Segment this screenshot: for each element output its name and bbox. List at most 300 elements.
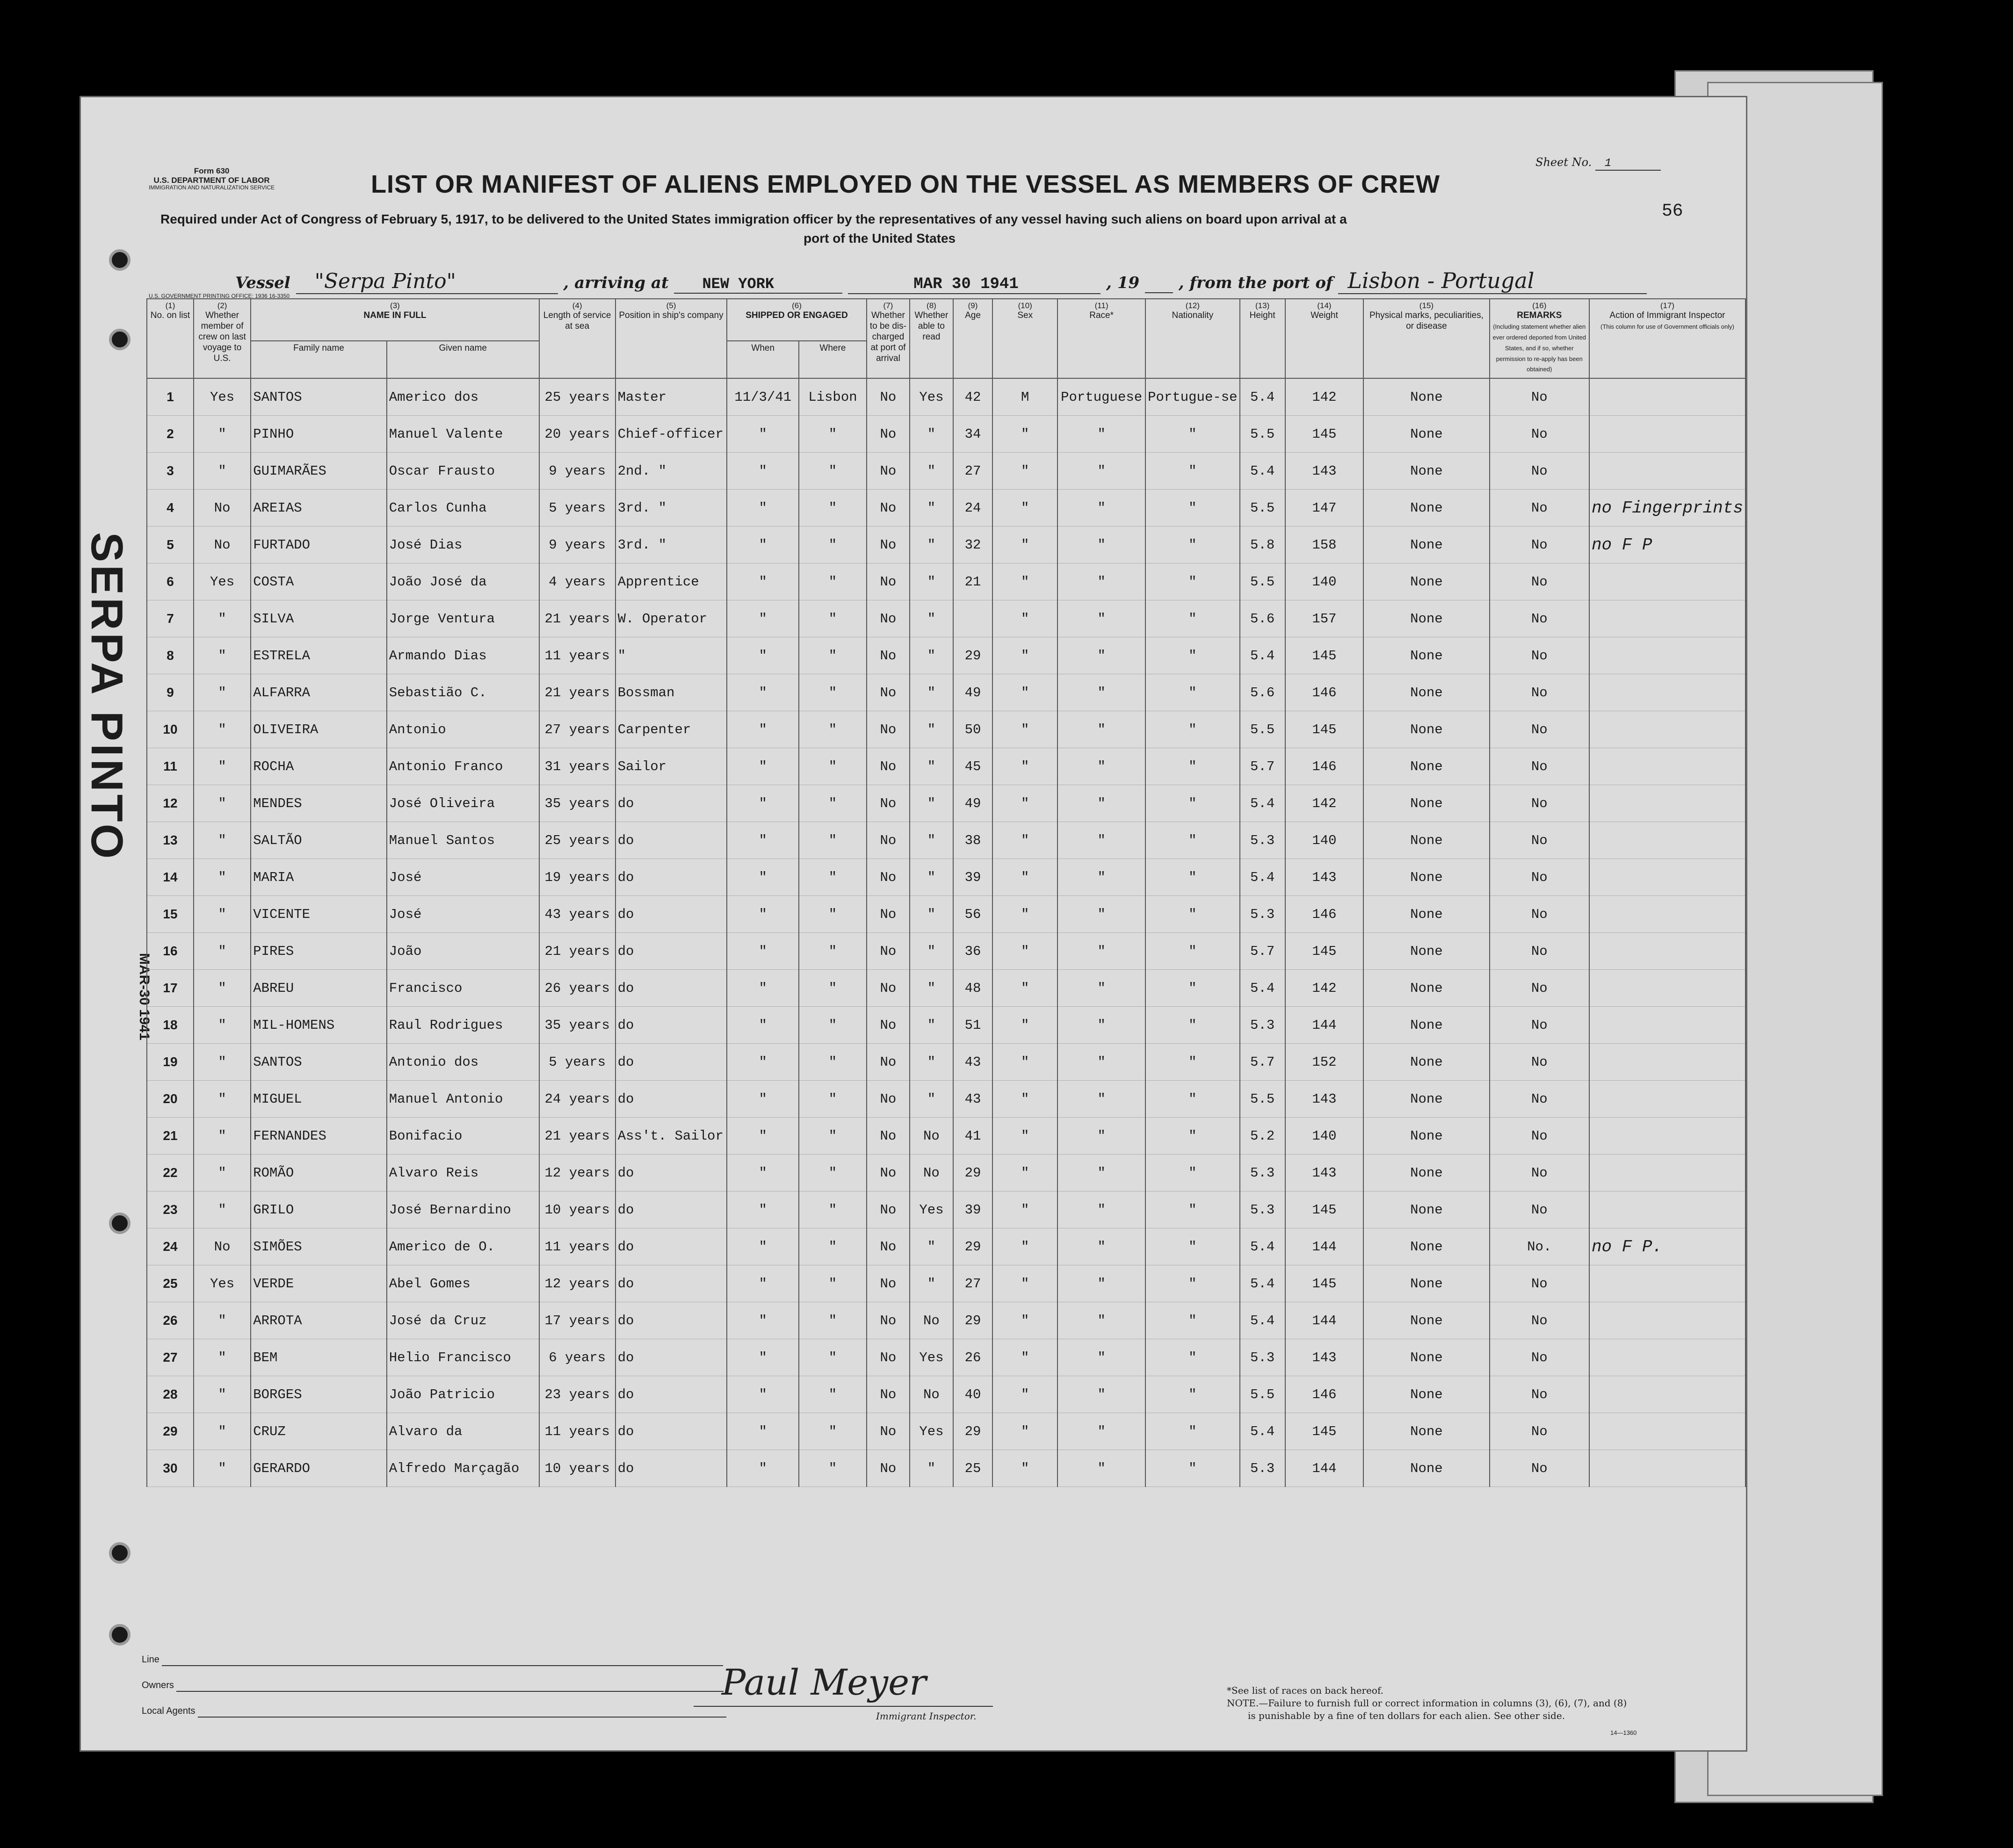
cell-race: " [1057, 1413, 1145, 1450]
cell-nationality: " [1145, 896, 1239, 933]
cell-remarks: No [1490, 637, 1589, 674]
cell-no-on-list: 21 [147, 1118, 194, 1155]
cell-last-voyage: " [194, 785, 251, 822]
cell-inspector-action [1589, 822, 1745, 859]
cell-nationality: " [1145, 859, 1239, 896]
crew-row [147, 1007, 1745, 1044]
crew-row [147, 1044, 1745, 1081]
cell-position: do [615, 822, 727, 859]
cell-age: 29 [953, 1155, 993, 1191]
cell-weight: 158 [1285, 527, 1364, 563]
cell-last-voyage: " [194, 1413, 251, 1450]
cell-sex: " [992, 453, 1057, 490]
cell-able-to-read: " [910, 600, 953, 637]
cell-age: 29 [953, 1413, 993, 1450]
cell-shipped-where: " [799, 859, 867, 896]
cell-no-on-list: 12 [147, 785, 194, 822]
cell-position: Master [615, 378, 727, 416]
cell-weight: 147 [1285, 490, 1364, 527]
cell-position: 3rd. " [615, 490, 727, 527]
cell-last-voyage: " [194, 1118, 251, 1155]
cell-given-name: Jorge Ventura [387, 600, 539, 637]
cell-height: 5.5 [1240, 711, 1285, 748]
cell-position: do [615, 1155, 727, 1191]
crew-row [147, 933, 1745, 970]
cell-able-to-read: " [910, 1081, 953, 1118]
cell-physical-marks: None [1363, 785, 1489, 822]
cell-sex: M [992, 378, 1057, 416]
cell-nationality: " [1145, 1228, 1239, 1265]
cell-height: 5.4 [1240, 453, 1285, 490]
punch-hole [109, 1624, 130, 1646]
punch-hole [109, 249, 130, 271]
cell-given-name: Abel Gomes [387, 1265, 539, 1302]
crew-row [147, 637, 1745, 674]
note-line-1: NOTE.—Failure to furnish full or correct information in columns (3), (6), (7), and (8) [1227, 1697, 1627, 1709]
cell-sex: " [992, 822, 1057, 859]
cell-age: 21 [953, 563, 993, 600]
cell-shipped-when: " [727, 748, 799, 785]
page-title: LIST OR MANIFEST OF ALIENS EMPLOYED ON THE VESSEL AS MEMBERS OF CREW [371, 170, 1441, 198]
cell-last-voyage: " [194, 1044, 251, 1081]
cell-length-of-service: 5 years [539, 490, 615, 527]
cell-given-name: Manuel Santos [387, 822, 539, 859]
cell-given-name: Raul Rodrigues [387, 1007, 539, 1044]
sheet-label: Sheet No. [1535, 156, 1592, 169]
cell-position: " [615, 637, 727, 674]
cell-shipped-when: " [727, 674, 799, 711]
cell-height: 5.7 [1240, 748, 1285, 785]
cell-physical-marks: None [1363, 970, 1489, 1007]
cell-discharged: No [867, 933, 910, 970]
cell-length-of-service: 21 years [539, 1118, 615, 1155]
note-races: *See list of races on back hereof. [1227, 1685, 1384, 1696]
cell-given-name: Alvaro da [387, 1413, 539, 1450]
cell-nationality: " [1145, 563, 1239, 600]
cell-physical-marks: None [1363, 1081, 1489, 1118]
cell-inspector-action [1589, 1191, 1745, 1228]
cell-no-on-list: 1 [147, 378, 194, 416]
cell-family-name: VICENTE [251, 896, 387, 933]
cell-no-on-list: 2 [147, 416, 194, 453]
cell-family-name: ARROTA [251, 1302, 387, 1339]
cell-shipped-where: " [799, 453, 867, 490]
cell-shipped-when: " [727, 1155, 799, 1191]
cell-sex: " [992, 748, 1057, 785]
crew-row [147, 1155, 1745, 1191]
cell-position: Chief-officer [615, 416, 727, 453]
crew-row [147, 1118, 1745, 1155]
cell-nationality: " [1145, 1118, 1239, 1155]
cell-race: " [1057, 1081, 1145, 1118]
cell-length-of-service: 12 years [539, 1265, 615, 1302]
cell-height: 5.4 [1240, 378, 1285, 416]
cell-shipped-where: " [799, 1118, 867, 1155]
cell-inspector-action [1589, 1339, 1745, 1376]
cell-sex: " [992, 527, 1057, 563]
cell-length-of-service: 19 years [539, 859, 615, 896]
cell-shipped-when: " [727, 1081, 799, 1118]
cell-able-to-read: " [910, 1228, 953, 1265]
cell-last-voyage: No [194, 490, 251, 527]
cell-shipped-where: " [799, 1265, 867, 1302]
cell-no-on-list: 30 [147, 1450, 194, 1487]
cell-no-on-list: 19 [147, 1044, 194, 1081]
cell-sex: " [992, 490, 1057, 527]
cell-discharged: No [867, 527, 910, 563]
cell-given-name: Sebastião C. [387, 674, 539, 711]
cell-weight: 146 [1285, 1376, 1364, 1413]
cell-position: do [615, 1413, 727, 1450]
cell-length-of-service: 10 years [539, 1450, 615, 1487]
cell-physical-marks: None [1363, 1265, 1489, 1302]
crew-rows [147, 378, 1745, 1487]
cell-able-to-read: " [910, 711, 953, 748]
cell-age: 34 [953, 416, 993, 453]
cell-shipped-when: " [727, 600, 799, 637]
cell-able-to-read: " [910, 1007, 953, 1044]
cell-sex: " [992, 1413, 1057, 1450]
cell-shipped-where: " [799, 1228, 867, 1265]
cell-physical-marks: None [1363, 637, 1489, 674]
cell-physical-marks: None [1363, 1007, 1489, 1044]
cell-position: do [615, 1339, 727, 1376]
cell-discharged: No [867, 1118, 910, 1155]
year-blank [1145, 274, 1173, 293]
cell-age: 49 [953, 785, 993, 822]
cell-weight: 143 [1285, 1081, 1364, 1118]
cell-discharged: No [867, 748, 910, 785]
col-name-header: (3) NAME IN FULL [251, 299, 539, 341]
cell-weight: 142 [1285, 378, 1364, 416]
cell-family-name: MIL-HOMENS [251, 1007, 387, 1044]
cell-able-to-read: " [910, 1265, 953, 1302]
cell-shipped-where: " [799, 822, 867, 859]
cell-physical-marks: None [1363, 711, 1489, 748]
cell-shipped-when: " [727, 527, 799, 563]
cell-length-of-service: 21 years [539, 933, 615, 970]
arriving-label: , arriving at [563, 274, 669, 292]
cell-length-of-service: 12 years [539, 1155, 615, 1191]
cell-no-on-list: 22 [147, 1155, 194, 1191]
cell-shipped-when: " [727, 1302, 799, 1339]
cell-sex: " [992, 1302, 1057, 1339]
cell-able-to-read: Yes [910, 1413, 953, 1450]
cell-weight: 143 [1285, 453, 1364, 490]
cell-race: " [1057, 674, 1145, 711]
cell-physical-marks: None [1363, 1302, 1489, 1339]
crew-row [147, 416, 1745, 453]
cell-position: 2nd. " [615, 453, 727, 490]
cell-length-of-service: 9 years [539, 453, 615, 490]
cell-race: " [1057, 1007, 1145, 1044]
cell-race: " [1057, 933, 1145, 970]
cell-family-name: FERNANDES [251, 1118, 387, 1155]
cell-no-on-list: 28 [147, 1376, 194, 1413]
cell-remarks: No [1490, 378, 1589, 416]
cell-shipped-when: " [727, 822, 799, 859]
cell-shipped-when: " [727, 453, 799, 490]
cell-family-name: SIMÕES [251, 1228, 387, 1265]
cell-race: " [1057, 1191, 1145, 1228]
cell-race: Portuguese [1057, 378, 1145, 416]
footer-line-label: Line [142, 1654, 159, 1665]
cell-sex: " [992, 1265, 1057, 1302]
cell-nationality: " [1145, 822, 1239, 859]
cell-family-name: MIGUEL [251, 1081, 387, 1118]
cell-able-to-read: " [910, 970, 953, 1007]
cell-inspector-action [1589, 933, 1745, 970]
cell-discharged: No [867, 1191, 910, 1228]
cell-able-to-read: Yes [910, 378, 953, 416]
cell-able-to-read: No [910, 1155, 953, 1191]
cell-given-name: João José da [387, 563, 539, 600]
cell-age: 25 [953, 1450, 993, 1487]
cell-given-name: José [387, 859, 539, 896]
cell-physical-marks: None [1363, 859, 1489, 896]
cell-last-voyage: " [194, 822, 251, 859]
cell-race: " [1057, 1302, 1145, 1339]
cell-weight: 144 [1285, 1007, 1364, 1044]
cell-inspector-action [1589, 970, 1745, 1007]
cell-sex: " [992, 637, 1057, 674]
cell-remarks: No [1490, 490, 1589, 527]
col-race-header: (11) Race* [1057, 299, 1145, 378]
cell-inspector-action [1589, 1044, 1745, 1081]
cell-weight: 145 [1285, 711, 1364, 748]
cell-discharged: No [867, 1228, 910, 1265]
cell-race: " [1057, 1339, 1145, 1376]
cell-discharged: No [867, 563, 910, 600]
cell-family-name: AREIAS [251, 490, 387, 527]
cell-position: do [615, 1081, 727, 1118]
cell-sex: " [992, 1228, 1057, 1265]
cell-position: do [615, 1265, 727, 1302]
cell-physical-marks: None [1363, 674, 1489, 711]
cell-height: 5.4 [1240, 859, 1285, 896]
cell-shipped-where: " [799, 1007, 867, 1044]
cell-nationality: " [1145, 674, 1239, 711]
cell-given-name: Francisco [387, 970, 539, 1007]
cell-length-of-service: 11 years [539, 1228, 615, 1265]
col-position-header: (5) Position in ship's company [615, 299, 727, 378]
cell-nationality: " [1145, 490, 1239, 527]
footer-agents-field [142, 1706, 726, 1718]
cell-height: 5.6 [1240, 674, 1285, 711]
cell-able-to-read: " [910, 1450, 953, 1487]
col-read-header: (8) Whether able to read [910, 299, 953, 378]
cell-position: do [615, 1044, 727, 1081]
cell-sex: " [992, 416, 1057, 453]
cell-position: do [615, 970, 727, 1007]
cell-last-voyage: " [194, 674, 251, 711]
cell-able-to-read: " [910, 785, 953, 822]
cell-remarks: No [1490, 1413, 1589, 1450]
cell-remarks: No [1490, 453, 1589, 490]
cell-length-of-service: 31 years [539, 748, 615, 785]
col-physical-marks-header: (15) Physical marks, peculiarities, or disease [1363, 299, 1489, 378]
cell-shipped-where: Lisbon [799, 378, 867, 416]
cell-no-on-list: 23 [147, 1191, 194, 1228]
cell-given-name: João [387, 933, 539, 970]
col-discharged-header: (7) Whether to be dis-charged at port of arrival [867, 299, 910, 378]
cell-nationality: " [1145, 1081, 1239, 1118]
cell-nationality: " [1145, 1450, 1239, 1487]
footer-owners-field [142, 1680, 724, 1692]
printing-office-line: U.S. GOVERNMENT PRINTING OFFICE: 1936 16-3350 [149, 293, 290, 299]
cell-last-voyage: " [194, 1007, 251, 1044]
cell-last-voyage: " [194, 1339, 251, 1376]
cell-family-name: MENDES [251, 785, 387, 822]
cell-height: 5.5 [1240, 1081, 1285, 1118]
cell-shipped-where: " [799, 1339, 867, 1376]
crew-row [147, 785, 1745, 822]
cell-height: 5.3 [1240, 1450, 1285, 1487]
cell-discharged: No [867, 1339, 910, 1376]
cell-height: 5.5 [1240, 490, 1285, 527]
cell-inspector-action [1589, 1413, 1745, 1450]
cell-nationality: " [1145, 1044, 1239, 1081]
col-action-header: (17) Action of Immigrant Inspector (This column for use of Government officials only) [1589, 299, 1745, 378]
cell-length-of-service: 35 years [539, 1007, 615, 1044]
footer-owners-label: Owners [142, 1680, 174, 1690]
form-department: U.S. DEPARTMENT OF LABOR [153, 175, 270, 185]
cell-length-of-service: 25 years [539, 822, 615, 859]
cell-discharged: No [867, 1081, 910, 1118]
cell-inspector-action [1589, 453, 1745, 490]
crew-row [147, 1339, 1745, 1376]
cell-position: do [615, 1007, 727, 1044]
cell-shipped-when: " [727, 933, 799, 970]
cell-remarks: No [1490, 1191, 1589, 1228]
cell-discharged: No [867, 1155, 910, 1191]
cell-length-of-service: 21 years [539, 600, 615, 637]
cell-able-to-read: " [910, 453, 953, 490]
cell-shipped-where: " [799, 600, 867, 637]
cell-shipped-where: " [799, 637, 867, 674]
cell-last-voyage: Yes [194, 1265, 251, 1302]
cell-position: Sailor [615, 748, 727, 785]
cell-sex: " [992, 1081, 1057, 1118]
cell-shipped-where: " [799, 970, 867, 1007]
cell-race: " [1057, 785, 1145, 822]
cell-no-on-list: 24 [147, 1228, 194, 1265]
cell-length-of-service: 11 years [539, 637, 615, 674]
cell-no-on-list: 25 [147, 1265, 194, 1302]
cell-race: " [1057, 637, 1145, 674]
cell-given-name: José Bernardino [387, 1191, 539, 1228]
cell-family-name: ALFARRA [251, 674, 387, 711]
cell-inspector-action [1589, 1450, 1745, 1487]
crew-row [147, 1228, 1745, 1265]
cell-able-to-read: " [910, 674, 953, 711]
cell-length-of-service: 9 years [539, 527, 615, 563]
cell-family-name: VERDE [251, 1265, 387, 1302]
cell-family-name: MARIA [251, 859, 387, 896]
cell-position: do [615, 785, 727, 822]
cell-last-voyage: " [194, 1191, 251, 1228]
subtitle-line-1: Required under Act of Congress of February 5, 1917, to be delivered to the United States immigration officer by the representatives of any vessel having such aliens on board upon arrival at a [160, 212, 1347, 226]
cell-position: 3rd. " [615, 527, 727, 563]
cell-shipped-where: " [799, 490, 867, 527]
cell-age: 42 [953, 378, 993, 416]
cell-shipped-when: " [727, 1007, 799, 1044]
cell-age: 38 [953, 822, 993, 859]
cell-race: " [1057, 490, 1145, 527]
cell-remarks: No [1490, 1081, 1589, 1118]
year-label: , 19 [1106, 274, 1140, 292]
cell-family-name: ROCHA [251, 748, 387, 785]
cell-last-voyage: No [194, 527, 251, 563]
cell-race: " [1057, 711, 1145, 748]
cell-shipped-where: " [799, 1450, 867, 1487]
cell-last-voyage: " [194, 637, 251, 674]
cell-last-voyage: " [194, 1376, 251, 1413]
subtitle-line-2: port of the United States [804, 231, 956, 245]
cell-no-on-list: 3 [147, 453, 194, 490]
cell-remarks: No [1490, 785, 1589, 822]
cell-age: 45 [953, 748, 993, 785]
crew-row [147, 1081, 1745, 1118]
cell-remarks: No [1490, 933, 1589, 970]
cell-race: " [1057, 563, 1145, 600]
cell-inspector-action [1589, 674, 1745, 711]
cell-physical-marks: None [1363, 600, 1489, 637]
punch-hole [109, 1542, 130, 1564]
crew-row [147, 1413, 1745, 1450]
cell-no-on-list: 13 [147, 822, 194, 859]
cell-discharged: No [867, 1302, 910, 1339]
cell-family-name: FURTADO [251, 527, 387, 563]
cell-discharged: No [867, 1044, 910, 1081]
cell-weight: 140 [1285, 1118, 1364, 1155]
cell-shipped-where: " [799, 674, 867, 711]
cell-nationality: " [1145, 637, 1239, 674]
cell-age: 51 [953, 1007, 993, 1044]
cell-length-of-service: 17 years [539, 1302, 615, 1339]
cell-physical-marks: None [1363, 822, 1489, 859]
cell-weight: 145 [1285, 637, 1364, 674]
cell-physical-marks: None [1363, 416, 1489, 453]
cell-inspector-action [1589, 896, 1745, 933]
crew-row [147, 453, 1745, 490]
cell-no-on-list: 27 [147, 1339, 194, 1376]
cell-nationality: " [1145, 748, 1239, 785]
cell-remarks: No [1490, 748, 1589, 785]
cell-given-name: Alfredo Marçagão [387, 1450, 539, 1487]
cell-given-name: Antonio [387, 711, 539, 748]
col-service-header: (4) Length of service at sea [539, 299, 615, 378]
cell-discharged: No [867, 674, 910, 711]
cell-given-name: Manuel Antonio [387, 1081, 539, 1118]
cell-able-to-read: " [910, 859, 953, 896]
cell-last-voyage: Yes [194, 378, 251, 416]
cell-sex: " [992, 1376, 1057, 1413]
cell-last-voyage: " [194, 1155, 251, 1191]
cell-last-voyage: " [194, 1302, 251, 1339]
cell-physical-marks: None [1363, 748, 1489, 785]
cell-no-on-list: 9 [147, 674, 194, 711]
cell-able-to-read: No [910, 1302, 953, 1339]
cell-no-on-list: 17 [147, 970, 194, 1007]
cell-height: 5.3 [1240, 822, 1285, 859]
cell-no-on-list: 29 [147, 1413, 194, 1450]
cell-able-to-read: " [910, 748, 953, 785]
cell-nationality: " [1145, 785, 1239, 822]
cell-shipped-where: " [799, 1081, 867, 1118]
cell-physical-marks: None [1363, 1228, 1489, 1265]
cell-discharged: No [867, 1007, 910, 1044]
